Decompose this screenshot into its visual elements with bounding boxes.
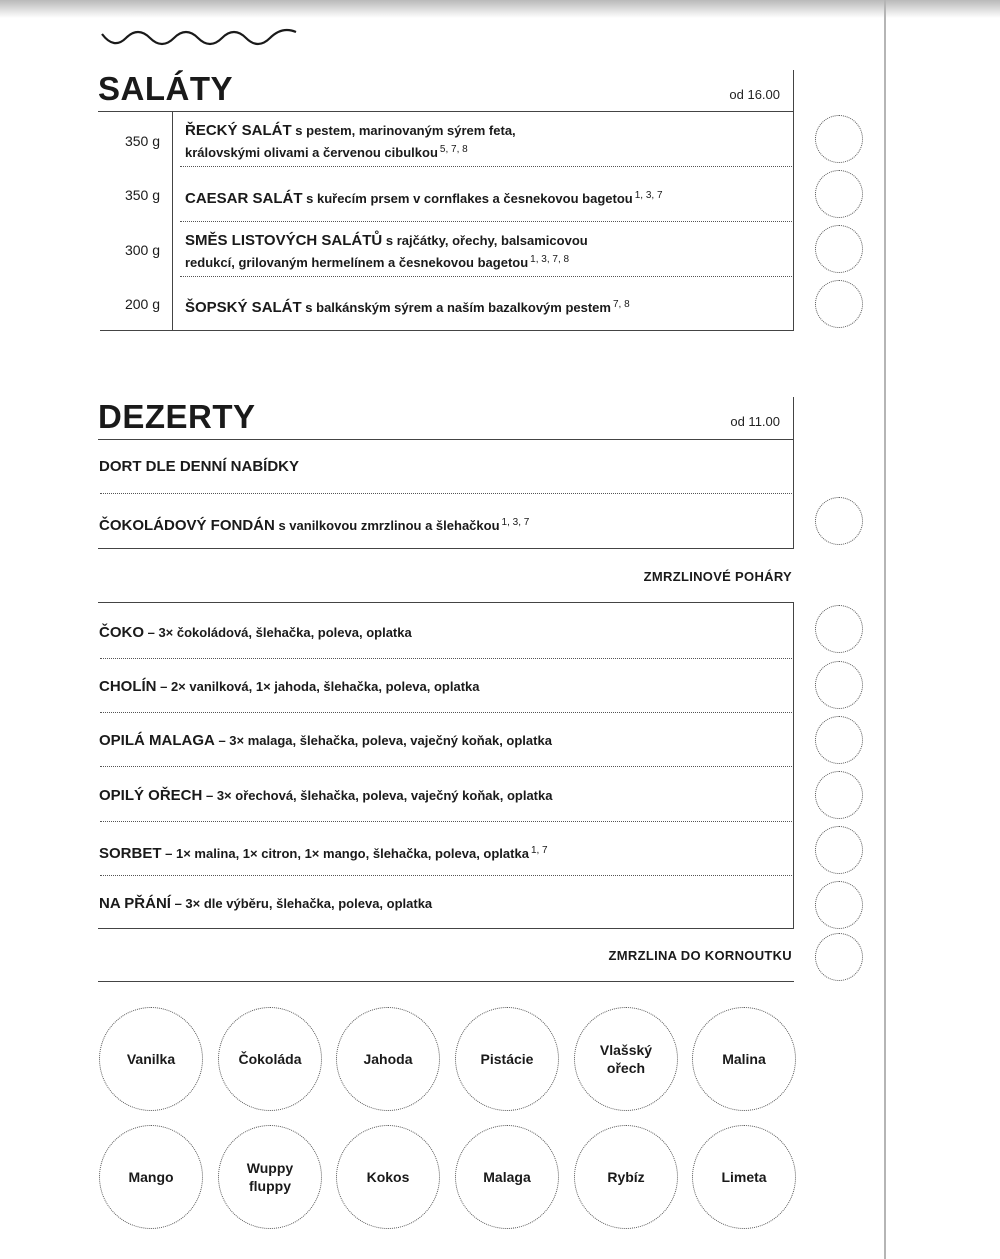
- tick-circle[interactable]: [815, 716, 863, 764]
- flavor-label-line2: ořech: [606, 1060, 646, 1076]
- flavor-label: Mango: [128, 1169, 174, 1185]
- salaty-title: SALÁTY: [98, 70, 233, 107]
- allergens: 7, 8: [612, 299, 630, 310]
- tick-circle[interactable]: [815, 225, 863, 273]
- salaty-price: od 16.00: [729, 87, 780, 102]
- salad-name: SMĚS LISTOVÝCH SALÁTŮ: [185, 232, 383, 249]
- dessert-name: ČOKOLÁDOVÝ FONDÁN: [99, 517, 275, 534]
- salad-desc-2: královskými olivami a červenou cibulkou: [185, 145, 438, 160]
- poharky-bottom-rule: [98, 928, 794, 929]
- salaty-top-rule: [98, 111, 794, 112]
- flavor-label: Limeta: [721, 1169, 767, 1185]
- sundae-name: NA PŘÁNÍ: [99, 895, 171, 912]
- flavor-circle: [692, 1125, 796, 1229]
- row-divider: [100, 821, 792, 822]
- flavor-label-line2: fluppy: [249, 1178, 291, 1194]
- poharky-right-border: [793, 602, 794, 929]
- salaty-weight-divider: [172, 111, 173, 331]
- salad-weight: 300 g: [124, 242, 160, 258]
- row-divider: [180, 221, 792, 222]
- dezerty-bottom-rule: [98, 548, 794, 549]
- sundae-name: CHOLÍN: [99, 678, 157, 695]
- poharky-title: ZMRZLINOVÉ POHÁRY: [643, 569, 792, 584]
- salaty-right-border: [793, 70, 794, 331]
- row-divider: [180, 276, 792, 277]
- salad-desc: s rajčátky, ořechy, balsamicovou: [382, 233, 588, 248]
- row-divider: [100, 712, 792, 713]
- flavor-circle: [455, 1007, 559, 1111]
- dessert-name: DORT DLE DENNÍ NABÍDKY: [99, 458, 300, 475]
- salaty-bottom-rule: [100, 330, 794, 331]
- sundae-name: SORBET: [99, 845, 162, 862]
- kornout-rule: [98, 981, 794, 982]
- salad-weight: 350 g: [124, 133, 160, 149]
- tick-circle[interactable]: [815, 661, 863, 709]
- sundae-item: [99, 841, 548, 863]
- flavor-label: [247, 1159, 293, 1195]
- flavor-label: Rybíz: [607, 1169, 645, 1185]
- dessert-item: [99, 513, 529, 535]
- row-divider: [100, 493, 792, 494]
- salad-weight: 350 g: [124, 187, 160, 203]
- flavor-circle: [218, 1007, 322, 1111]
- sundae-desc: – 2× vanilková, 1× jahoda, šlehačka, poleva, oplatka: [156, 679, 480, 694]
- sundae-desc: – 3× malaga, šlehačka, poleva, vaječný koňak, oplatka: [214, 733, 552, 748]
- salad-desc: s pestem, marinovaným sýrem feta,: [291, 123, 516, 138]
- dezerty-top-rule: [98, 439, 794, 440]
- flavor-circle: [574, 1125, 678, 1229]
- flavor-circle: [455, 1125, 559, 1229]
- dezerty-title: DEZERTY: [98, 398, 256, 435]
- salad-name: CAESAR SALÁT: [185, 190, 303, 207]
- dezerty-price: od 11.00: [730, 414, 780, 429]
- tick-circle[interactable]: [815, 771, 863, 819]
- tick-circle[interactable]: [815, 170, 863, 218]
- flavor-circle: [336, 1007, 440, 1111]
- row-divider: [180, 166, 792, 167]
- allergens: 1, 3, 7, 8: [530, 254, 570, 265]
- allergens: 1, 7: [530, 845, 548, 856]
- dessert-desc: s vanilkovou zmrzlinou a šlehačkou: [274, 518, 500, 533]
- kornout-title: ZMRZLINA DO KORNOUTKU: [608, 948, 792, 963]
- salad-desc-2: redukcí, grilovaným hermelínem a česnekovou bagetou: [185, 255, 529, 270]
- salad-desc: s balkánským sýrem a naším bazalkovým pestem: [301, 300, 611, 315]
- allergens: 1, 3, 7: [634, 190, 663, 201]
- flavor-circle: [574, 1007, 678, 1111]
- flavor-label: Kokos: [366, 1169, 410, 1185]
- tick-circle[interactable]: [815, 826, 863, 874]
- flavor-label: Jahoda: [363, 1051, 413, 1067]
- poharky-top-rule: [98, 602, 794, 603]
- tick-circle[interactable]: [815, 497, 863, 545]
- top-shadow: [0, 0, 1000, 18]
- flavor-circle: [218, 1125, 322, 1229]
- row-divider: [100, 658, 792, 659]
- tick-circle[interactable]: [815, 881, 863, 929]
- sundae-desc: – 3× čokoládová, šlehačka, poleva, oplatka: [144, 625, 412, 640]
- salad-name: ŘECKÝ SALÁT: [185, 122, 292, 139]
- salad-text: [185, 186, 663, 208]
- flavor-circle: [99, 1007, 203, 1111]
- flavor-circle: [99, 1125, 203, 1229]
- salad-name: ŠOPSKÝ SALÁT: [185, 299, 302, 316]
- flavor-label: Pistácie: [480, 1051, 534, 1067]
- tick-circle[interactable]: [815, 115, 863, 163]
- row-divider: [100, 766, 792, 767]
- flavor-label: Malina: [722, 1051, 766, 1067]
- sundae-item: [99, 623, 412, 642]
- salad-text: [185, 231, 588, 272]
- sundae-item: [99, 894, 432, 913]
- salad-desc: s kuřecím prsem v cornflakes a česnekovou bagetou: [302, 191, 633, 206]
- page-edge-rule: [884, 0, 886, 1259]
- sundae-item: [99, 677, 480, 696]
- salad-weight: 200 g: [124, 296, 160, 312]
- row-divider: [100, 875, 792, 876]
- flavor-label-line1: Wuppy: [246, 1160, 294, 1176]
- sundae-name: ČOKO: [99, 624, 144, 641]
- sundae-item: [99, 786, 552, 805]
- flavor-label: Malaga: [483, 1169, 531, 1185]
- tick-circle[interactable]: [815, 605, 863, 653]
- flavor-circle: [336, 1125, 440, 1229]
- sundae-item: [99, 731, 552, 750]
- flavor-label: Čokoláda: [238, 1051, 302, 1067]
- dessert-item: [99, 457, 299, 476]
- allergens: 1, 3, 7: [501, 517, 530, 528]
- sundae-name: OPILÝ OŘECH: [99, 787, 203, 804]
- dezerty-right-border: [793, 397, 794, 549]
- sundae-name: OPILÁ MALAGA: [99, 732, 215, 749]
- wave-decoration: [100, 26, 300, 50]
- sundae-desc: – 3× ořechová, šlehačka, poleva, vaječný koňak, oplatka: [202, 788, 553, 803]
- flavor-label-line1: Vlašský: [599, 1042, 653, 1058]
- sundae-desc: – 1× malina, 1× citron, 1× mango, šlehačka, poleva, oplatka: [161, 846, 529, 861]
- tick-circle[interactable]: [815, 280, 863, 328]
- flavor-label: Vanilka: [126, 1051, 176, 1067]
- allergens: 5, 7, 8: [439, 144, 468, 155]
- salad-text: [185, 295, 630, 317]
- tick-circle[interactable]: [815, 933, 863, 981]
- sundae-desc: – 3× dle výběru, šlehačka, poleva, oplatka: [170, 896, 433, 911]
- salad-text: [185, 121, 516, 162]
- flavor-label: [600, 1041, 652, 1077]
- flavor-circle: [692, 1007, 796, 1111]
